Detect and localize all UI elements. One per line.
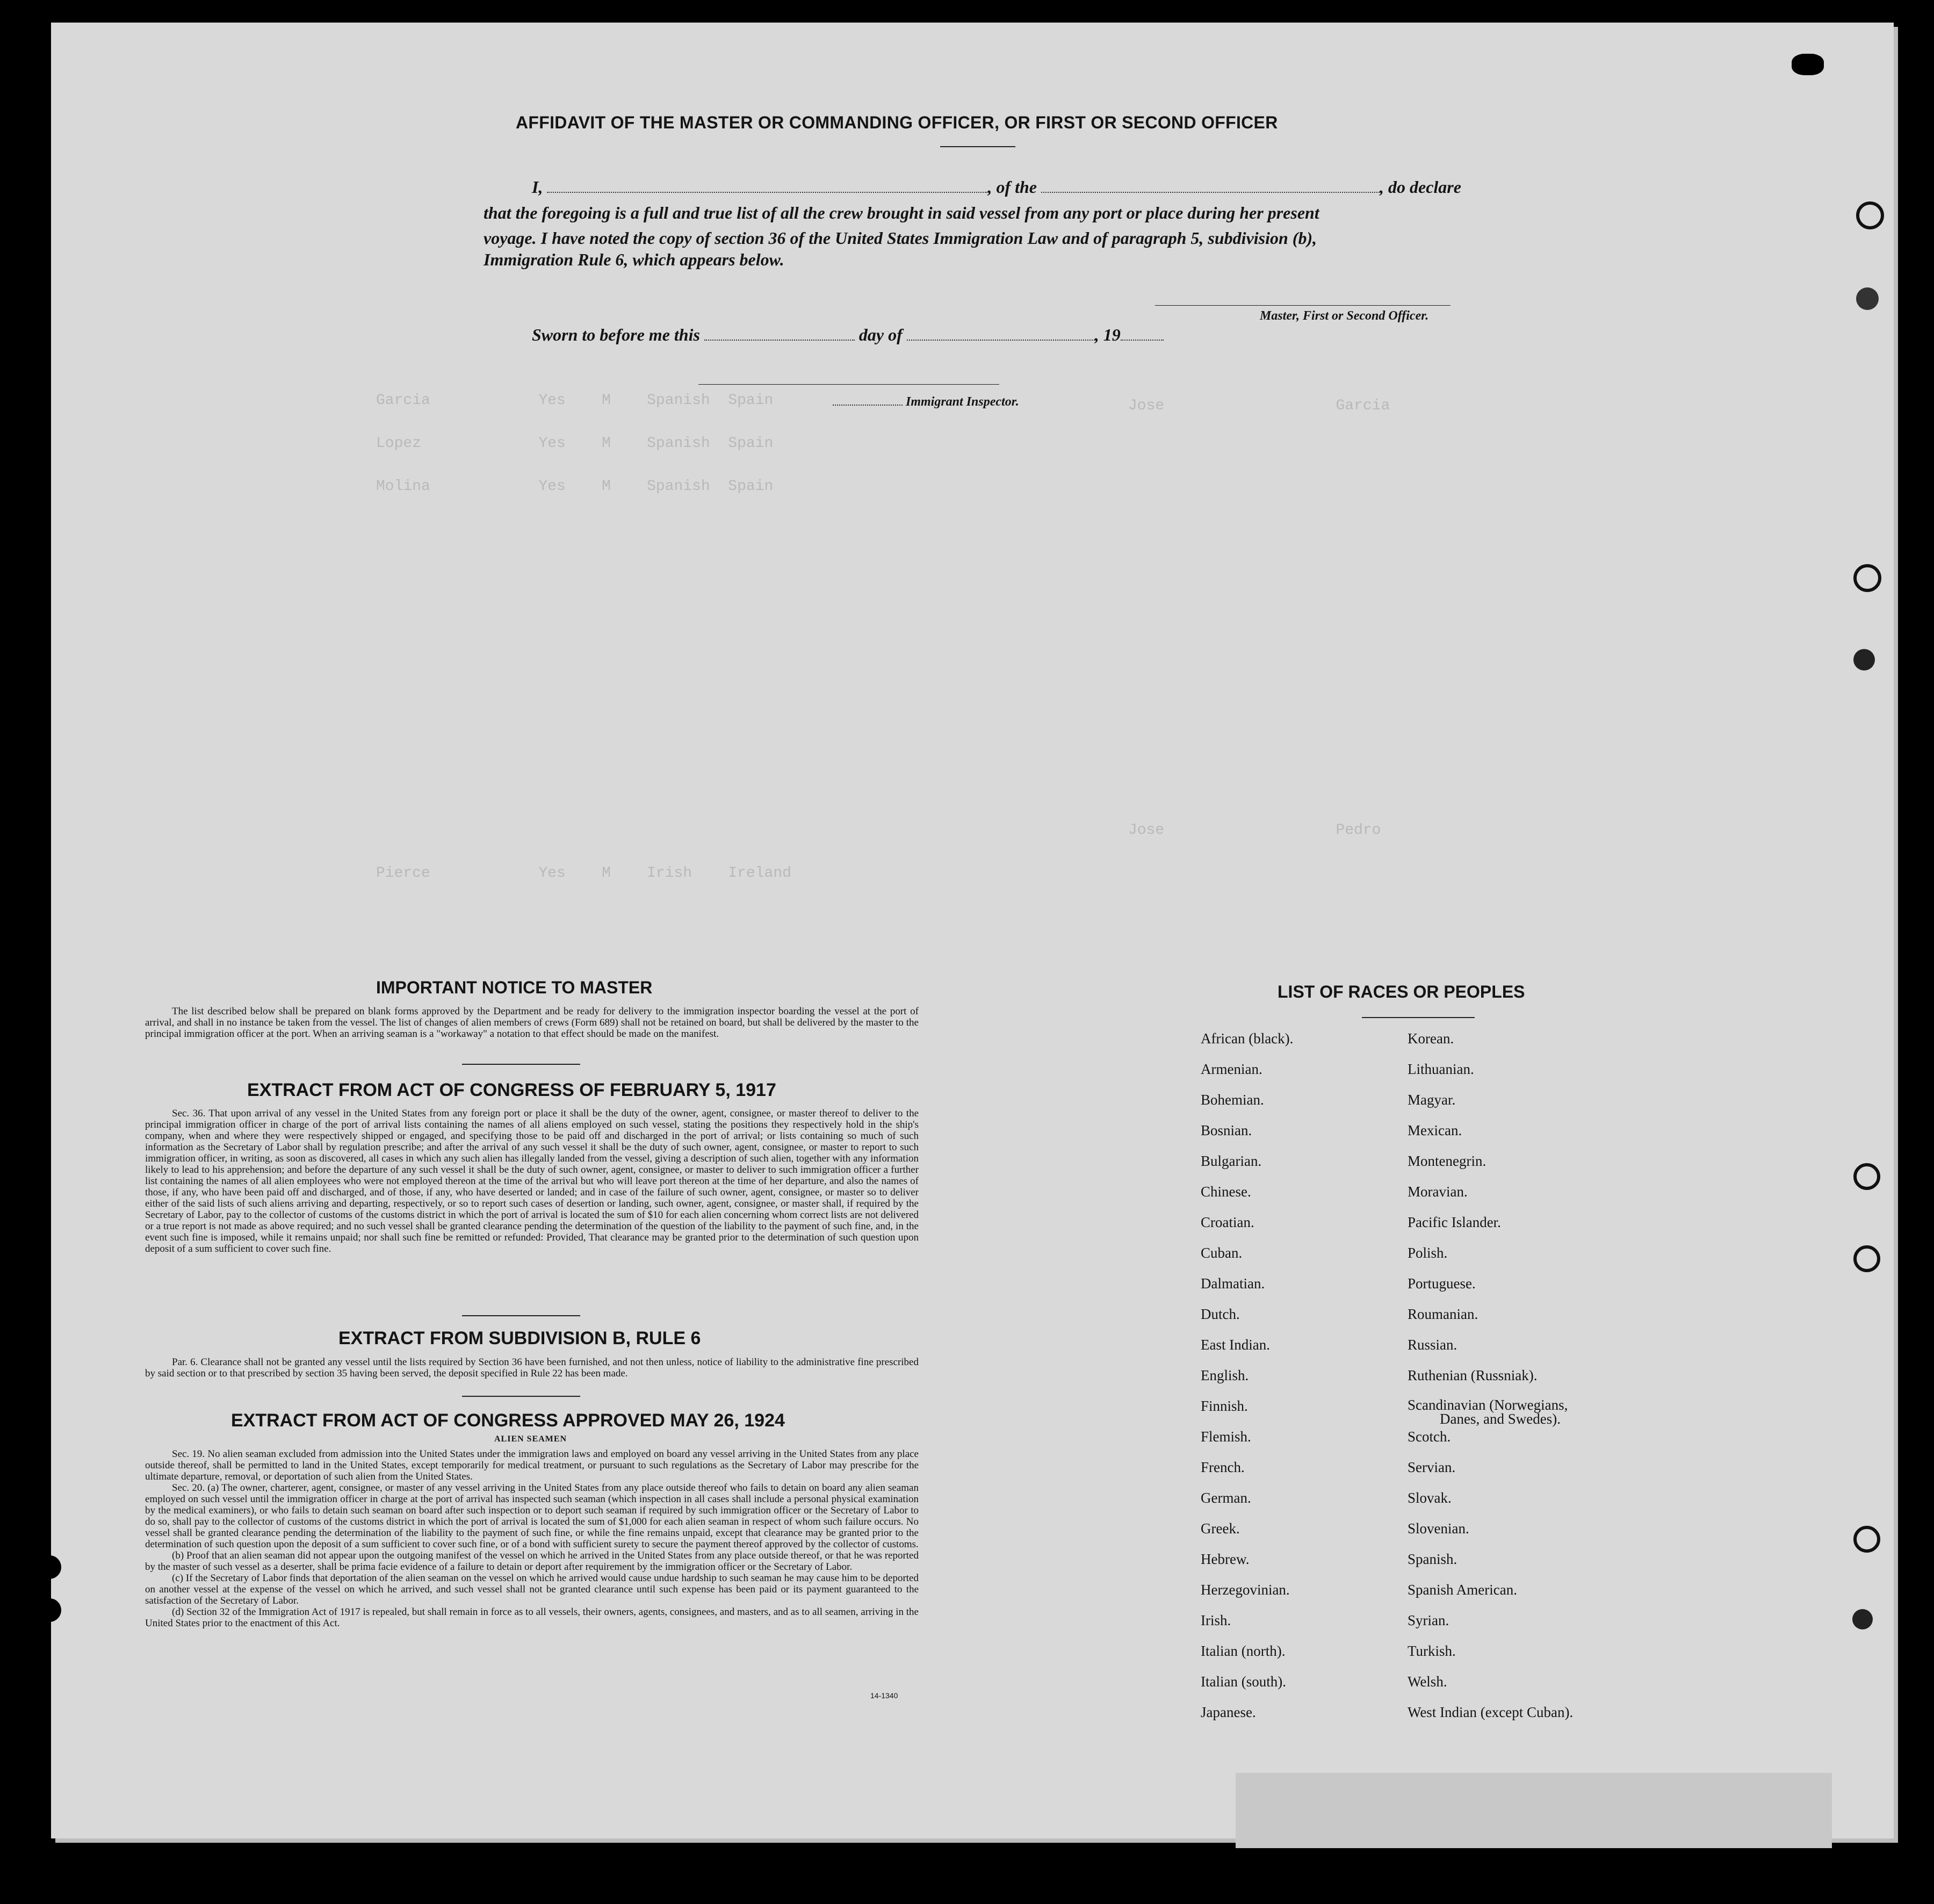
race-item: Moravian. — [1408, 1184, 1468, 1200]
inspector-label-row — [833, 395, 1019, 409]
race-item: Korean. — [1408, 1030, 1454, 1047]
i-label: I, — [532, 177, 543, 197]
race-item: Dutch. — [1201, 1306, 1240, 1322]
bleed-through-row: Garcia Yes M Spanish Spain — [376, 392, 774, 409]
race-item: Mexican. — [1408, 1122, 1462, 1138]
sec-20b-paragraph: (b) Proof that an alien seaman did not appear upon the outgoing manifest of the vessel on which he arrived in the United States from any place outside thereof, or that he was reported by the master of such vessel as a deserter, shall be prima facie evidence of a failure to detain or deport after requirement by the immigration officer or the Secretary of Labor. — [145, 1550, 919, 1573]
race-item: East Indian. — [1201, 1337, 1270, 1353]
bleed-through-row: Pierce Yes M Irish Ireland — [376, 865, 791, 882]
month-field[interactable] — [907, 327, 1095, 341]
punch-hole — [1853, 1526, 1880, 1553]
do-declare-label: , do declare — [1380, 177, 1461, 197]
punch-hole — [1856, 201, 1884, 229]
race-item: German. — [1201, 1490, 1251, 1506]
bleed-through-row: Jose Pedro — [1128, 822, 1381, 839]
race-item: Hebrew. — [1201, 1551, 1250, 1567]
inspector-dots — [833, 397, 903, 406]
vessel-field[interactable] — [1041, 179, 1380, 193]
extract-1924-body — [145, 1448, 919, 1629]
race-item: Dalmatian. — [1201, 1275, 1265, 1292]
punch-hole — [1853, 1245, 1880, 1272]
master-signature-label: Master, First or Second Officer. — [1260, 309, 1429, 323]
punch-hole — [1853, 1163, 1880, 1190]
race-item: Flemish. — [1201, 1429, 1251, 1445]
race-item: Cuban. — [1201, 1245, 1243, 1261]
race-item: Slovenian. — [1408, 1520, 1469, 1537]
affidavit-line-4: Immigration Rule 6, which appears below. — [484, 250, 784, 269]
punch-hole — [1856, 287, 1879, 310]
affidavit-line-1 — [532, 177, 1461, 197]
race-item: Lithuanian. — [1408, 1061, 1474, 1077]
race-item: Croatian. — [1201, 1214, 1254, 1230]
race-item: Chinese. — [1201, 1184, 1251, 1200]
race-item: Spanish American. — [1408, 1582, 1517, 1598]
sec-20c-paragraph: (c) If the Secretary of Labor finds that deportation of the alien seaman on the vessel on which he arrived would cause undue hardship to such seaman he may cause him to be deported on another vessel at the expense of the vessel on which he arrived, and such vessel shall not be granted clearance until such expense has been paid or its payment guaranteed to the satisfaction of the Secretary of Labor. — [145, 1573, 919, 1606]
race-item: Spanish. — [1408, 1551, 1457, 1567]
sec-20a-paragraph: Sec. 20. (a) The owner, charterer, agent, consignee, or master of any vessel arriving in the United States from any place outside thereof who fails to detain on board any alien seaman employed on such vessel until the immigration officer in charge at the port of arrival has inspected such seaman (which inspection in all cases shall include a personal physical examination by the medical examiners), or who fails to detain such seaman on board after such inspection or to deport such seaman if required by such immigration officer or the Secretary of Labor to do so, shall pay to the collector of customs of the customs district in which the port of arrival is located the sum of $1,000 for each alien seaman in respect of whom such failure occurs. No vessel shall be granted clearance pending the determination of the liability to the payment of such fine, or while the fine remains unpaid, except that clearance may be granted prior to the determination of such question upon the deposit of a sum sufficient to cover such fine, or of a bond with sufficient surety to secure the payment thereof approved by the collector of customs. — [145, 1482, 919, 1550]
notice-divider — [462, 1064, 580, 1065]
sec-19-paragraph: Sec. 19. No alien seaman excluded from admission into the United States under the immigration laws and employed on board any vessel arriving in the United States from any place outside thereof, shall be permitted to land in the United States, except temporarily for medical treatment, or pursuant to such regulations as the Secretary of Labor may prescribe for the ultimate departure, removal, or deportation of such alien from the United States. — [145, 1448, 919, 1482]
affidavit-title: AFFIDAVIT OF THE MASTER OR COMMANDING OFFICER, OR FIRST OR SECOND OFFICER — [516, 113, 1278, 132]
ink-blot — [1792, 54, 1824, 75]
race-item: Syrian. — [1408, 1612, 1449, 1628]
race-item: French. — [1201, 1459, 1245, 1475]
day-field[interactable] — [704, 327, 855, 341]
year-field[interactable] — [1121, 327, 1164, 341]
race-item: Turkish. — [1408, 1643, 1456, 1659]
races-column-1 — [1201, 1030, 1394, 1735]
bleed-through-row: Jose Garcia — [1128, 398, 1390, 414]
race-item: Herzegovinian. — [1201, 1582, 1290, 1598]
races-title: LIST OF RACES OR PEOPLES — [1278, 982, 1525, 1001]
race-item: Slovak. — [1408, 1490, 1452, 1506]
race-item: Greek. — [1201, 1520, 1240, 1537]
notice-text: The list described below shall be prepared on blank forms approved by the Department and be ready for delivery to the immigration inspector boarding the vessel at the port of arrival, and shall in no instance be taken from the vessel. The list of changes of alien members of crews (Form 689) shall not be retained on board, but shall be delivered by the master to the principal immigration officer at the port. When an arriving seaman is a "workaway" a notation to that effect should be made on the manifest. — [145, 1006, 919, 1040]
punch-hole — [38, 1555, 61, 1579]
races-column-2 — [1408, 1030, 1644, 1735]
sec-20d-paragraph: (d) Section 32 of the Immigration Act of 1917 is repealed, but shall remain in force as to all vessels, their owners, agents, consignees, and masters, and as to all seamen, arriving in the United States prior to the enactment of this Act. — [145, 1606, 919, 1629]
race-item: Ruthenian (Russniak). — [1408, 1367, 1538, 1383]
race-item: Bulgarian. — [1201, 1153, 1262, 1169]
race-item: West Indian (except Cuban). — [1408, 1704, 1574, 1720]
inspector-label: Immigrant Inspector. — [906, 395, 1019, 409]
extract-1924-title: EXTRACT FROM ACT OF CONGRESS APPROVED MAY 26, 1924 — [231, 1410, 785, 1431]
race-item: Polish. — [1408, 1245, 1448, 1261]
race-item: African (black). — [1201, 1030, 1294, 1047]
race-item: Scotch. — [1408, 1429, 1451, 1445]
extract-1917-title: EXTRACT FROM ACT OF CONGRESS OF FEBRUARY 5, 1917 — [247, 1080, 776, 1100]
race-item: Irish. — [1201, 1612, 1231, 1628]
punch-hole — [1853, 649, 1875, 670]
master-signature-line[interactable] — [1155, 305, 1451, 306]
race-item: Magyar. — [1408, 1092, 1456, 1108]
name-field[interactable] — [547, 179, 987, 193]
form-number: 14-1340 — [870, 1691, 898, 1700]
extract-rule6-text: Par. 6. Clearance shall not be granted any vessel until the lists required by Section 36 have been furnished, and not then unless, notice of liability to the administrative fine prescribed by said section or to that prescribed by section 35 having been served, the deposit specified in Rule 22 has been made. — [145, 1357, 919, 1379]
extract-1917-text: Sec. 36. That upon arrival of any vessel in the United States from any foreign port or place it shall be the duty of the owner, agent, consignee, or master thereof to deliver to the principal immigration officer in charge of the port of arrival lists containing the names of all aliens employed on such vessel, stating the positions they respectively hold in the ship's company, when and where they were respectively shipped or engaged, and specifying those to be paid off and discharged in the port of arrival; or lists containing so much of such information as the Secretary of Labor shall by regulation prescribe; and after the arrival of any such vessel it shall be the duty of such owner, agent, consignee, or master to report to such immigration officer, in writing, as soon as discovered, all cases in which any such alien has illegally landed from the vessel, giving a description of such alien, together with any information likely to lead to his apprehension; and before the departure of any such vessel it shall be the duty of such owner, agent, consignee, or master to deliver to such immigration officer a further list containing the names of all alien employees who were not employed thereon at the time of the arrival but who will leave port thereon at the time of her departure, and also the names of those, if any, who have been paid off and discharged, and of those, if any, who have deserted or landed; and in case of the failure of such owner, agent, consignee, or master so to deliver either of the said lists of such aliens arriving and departing, respectively, or so to report such cases of desertion or landing, such owner, agent, consignee, or master shall, if required by the Secretary of Labor, pay to the collector of customs of the customs district in which the port of arrival is located the sum of $10 for each alien concerning whom correct lists are not delivered or a true report is not made as above required; and no such vessel shall be granted clearance pending the determination of the question of the liability to the payment of such fine, and, in the event such fine is imposed, while it remains unpaid; nor shall such fine be remitted or refunded: Provided, That clearance may be granted prior to the determination of such question upon deposit of a sum sufficient to cover such fine. — [145, 1108, 919, 1254]
extract-rule6-title: EXTRACT FROM SUBDIVISION B, RULE 6 — [338, 1328, 701, 1348]
race-item-continuation: Danes, and Swedes). — [1440, 1411, 1561, 1427]
race-item: Finnish. — [1201, 1398, 1248, 1414]
extract-1924-subtitle: ALIEN SEAMEN — [494, 1434, 567, 1444]
punch-hole — [1853, 564, 1881, 592]
affidavit-line-3: voyage. I have noted the copy of section 36 of the United States Immigration Law and of paragraph 5, subdivision (b), — [484, 228, 1317, 248]
sworn-label: Sworn to before me this — [532, 325, 700, 344]
race-item: Bohemian. — [1201, 1092, 1264, 1108]
extract-rule6-divider — [462, 1396, 580, 1397]
race-item: Welsh. — [1408, 1674, 1447, 1690]
extract-1917-divider — [462, 1315, 580, 1316]
sworn-line — [532, 325, 1164, 345]
of-the-label: , of the — [987, 177, 1037, 197]
notice-title: IMPORTANT NOTICE TO MASTER — [376, 978, 653, 997]
race-item: Japanese. — [1201, 1704, 1256, 1720]
punch-hole — [1852, 1609, 1873, 1629]
race-item: Montenegrin. — [1408, 1153, 1486, 1169]
races-divider — [1362, 1017, 1475, 1018]
race-item: Roumanian. — [1408, 1306, 1478, 1322]
race-item: Servian. — [1408, 1459, 1456, 1475]
affidavit-line-2: that the foregoing is a full and true list of all the crew brought in said vessel from any port or place during her present — [484, 203, 1319, 222]
punch-hole — [38, 1598, 61, 1622]
race-item: Scandinavian (Norwegians, Danes, and Swedes). — [1408, 1398, 1644, 1429]
race-item: Armenian. — [1201, 1061, 1262, 1077]
race-item: Italian (south). — [1201, 1674, 1286, 1690]
day-of-label: day of — [858, 325, 903, 344]
inspector-signature-line[interactable] — [698, 384, 999, 385]
race-item: Bosnian. — [1201, 1122, 1252, 1138]
race-item: Russian. — [1408, 1337, 1457, 1353]
race-item: Pacific Islander. — [1408, 1214, 1501, 1230]
bleed-through-row: Lopez Yes M Spanish Spain — [376, 435, 774, 452]
bleed-through-row: Molina Yes M Spanish Spain — [376, 478, 774, 495]
race-item: Italian (north). — [1201, 1643, 1286, 1659]
race-item: English. — [1201, 1367, 1249, 1383]
race-item: Portuguese. — [1408, 1275, 1476, 1292]
title-divider — [940, 146, 1015, 147]
underlying-page-edge — [1236, 1773, 1832, 1848]
year-label: , 19 — [1094, 325, 1121, 344]
